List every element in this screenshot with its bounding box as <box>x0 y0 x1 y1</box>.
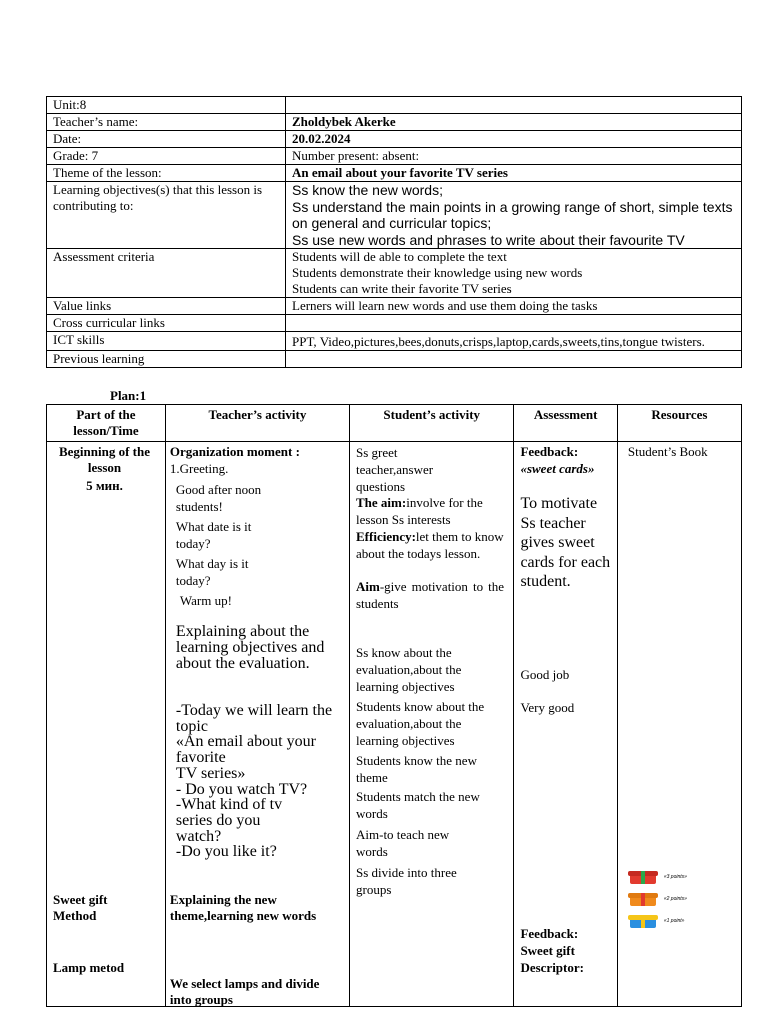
lesson-info-table <box>46 96 742 368</box>
info-label: Cross curricular links <box>47 315 286 332</box>
info-row-assessment <box>47 249 742 298</box>
assessment-cell <box>514 442 617 1007</box>
info-value: Number present: absent: <box>286 148 742 165</box>
part-sweet-gift: Sweet gift Method <box>53 892 108 923</box>
header-assessment: Assessment <box>514 405 617 442</box>
student-greet: Ss greet teacher,answer questions <box>356 445 434 494</box>
student-aim-teach: Aim-to teach new words <box>356 827 450 859</box>
info-value <box>286 97 742 114</box>
plan-header-row <box>47 405 742 442</box>
aim-label: The aim: <box>356 495 407 510</box>
efficiency-label: Efficiency: <box>356 529 416 544</box>
info-value: Lerners will learn new words and use them doing the tasks <box>286 298 742 315</box>
student-evaluation-1: Ss know about the evaluation,about the learning objectives <box>356 645 462 694</box>
org-moment: Organization moment : <box>169 444 300 459</box>
criteria-line: Students demonstrate their knowledge using new words <box>292 265 583 280</box>
student-cell <box>350 442 514 1007</box>
info-row-cross-curricular <box>47 315 742 332</box>
objectives-list <box>286 182 742 249</box>
criteria-line: Students can write their favorite TV series <box>292 281 512 296</box>
student-aim <box>356 494 504 528</box>
part-lamp: Lamp metod <box>53 960 125 975</box>
lesson-theme: An email about your favorite TV series <box>286 165 742 182</box>
aim-text: involve for the lesson Ss interests <box>356 495 483 527</box>
header-student: Student’s activity <box>350 405 514 442</box>
warm-up: Warm up! <box>179 593 232 608</box>
info-row-date <box>47 131 742 148</box>
aim2-label: Aim <box>356 579 380 594</box>
gift-box-red-icon <box>628 870 658 884</box>
header-resources: Resources <box>617 405 741 442</box>
gift-caption: «2 points» <box>663 896 687 902</box>
info-label: Value links <box>47 298 286 315</box>
objective-line: Ss understand the main points in a growing range of short, simple texts on general and curricular topics; <box>292 198 733 231</box>
sweet-cards: «sweet cards» <box>520 461 595 476</box>
question-date: What date is it today? <box>175 519 252 551</box>
select-lamps: We select lamps and divide into groups <box>169 976 320 1007</box>
criteria-line: Students will de able to complete the text <box>292 249 507 264</box>
teacher-cell <box>165 442 349 1007</box>
info-label: Grade: 7 <box>47 148 286 165</box>
info-row-objectives <box>47 182 742 249</box>
info-label: Theme of the lesson: <box>47 165 286 182</box>
objective-line: Ss use new words and phrases to write about their favourite TV <box>292 231 685 248</box>
question-day: What day is it today? <box>175 556 249 588</box>
feedback-label-2: Feedback: <box>520 926 579 941</box>
good-job: Good job <box>520 667 570 682</box>
today-topic: -Today we will learn the topic <box>175 702 333 735</box>
info-value <box>286 351 742 368</box>
part-time: 5 мин. <box>86 478 123 493</box>
efficiency-text: let them to know about the todays lesson. <box>356 529 504 561</box>
greeting: 1.Greeting. <box>169 461 229 476</box>
assessment-criteria-list <box>286 249 742 298</box>
question-watch-tv: - Do you watch TV? <box>175 781 308 798</box>
very-good: Very good <box>520 700 575 715</box>
info-value: PPT, Video,pictures,bees,donuts,crisps,laptop,cards,sweets,tins,tongue twisters. <box>286 332 742 351</box>
header-part: Part of the lesson/Time <box>47 405 166 442</box>
explain-objectives: Explaining about the learning objectives and about the evaluation. <box>175 623 325 672</box>
gift-row-1 <box>628 910 687 932</box>
gift-row-3 <box>628 866 687 888</box>
lesson-date: 20.02.2024 <box>286 131 742 148</box>
info-row-previous <box>47 351 742 368</box>
info-row-value-links <box>47 298 742 315</box>
topic-title: «An email about your favorite <box>175 733 316 766</box>
info-row-ict <box>47 332 742 351</box>
gift-box-orange-icon <box>628 892 658 906</box>
explain-new-theme: Explaining the new theme,learning new words <box>169 892 317 923</box>
part-cell <box>47 442 166 1007</box>
info-row-teacher <box>47 114 742 131</box>
gift-caption: «3 points» <box>663 874 687 880</box>
info-label: ICT skills <box>47 332 286 351</box>
info-row-unit <box>47 97 742 114</box>
student-match-words: Students match the new words <box>356 789 480 821</box>
student-aim2 <box>356 578 504 612</box>
gift-legend <box>628 866 687 932</box>
sweet-gift-label: Sweet gift <box>520 943 575 958</box>
question-afternoon: Good after noon students! <box>175 482 262 514</box>
student-divide-groups: Ss divide into three groups <box>356 865 457 897</box>
student-evaluation-2: Students know about the evaluation,about the learning objectives <box>356 699 485 748</box>
lesson-plan-table <box>46 404 742 1007</box>
part-beginning: Beginning of the lesson <box>58 444 150 475</box>
resources-cell <box>617 442 741 1007</box>
info-row-grade <box>47 148 742 165</box>
student-new-theme: Students know the new theme <box>356 753 477 785</box>
question-kind-tv: -What kind of tv series do you watch? <box>175 796 283 845</box>
student-efficiency <box>356 528 504 562</box>
question-like: -Do you like it? <box>175 843 277 860</box>
header-teacher: Teacher’s activity <box>165 405 349 442</box>
gift-box-blue-icon <box>628 914 658 928</box>
feedback-label: Feedback: <box>520 444 579 459</box>
info-label: Teacher’s name: <box>47 114 286 131</box>
plan-label: Plan:1 <box>110 388 147 403</box>
gift-row-2 <box>628 888 687 910</box>
info-label: Previous learning <box>47 351 286 368</box>
students-book: Student’s Book <box>627 444 708 459</box>
objective-line: Ss know the new words; <box>292 182 443 198</box>
teacher-name: Zholdybek Akerke <box>286 114 742 131</box>
info-label: Assessment criteria <box>47 249 286 298</box>
info-label: Learning objectives(s) that this lesson is contributing to: <box>47 182 286 249</box>
aim2-text: -give motivation to the students <box>356 579 504 611</box>
motivate-text: To motivate Ss teacher gives sweet cards for each student. <box>520 495 611 590</box>
descriptor-label: Descriptor: <box>520 960 584 975</box>
plan-body-row <box>47 442 742 1007</box>
gift-caption: «1 point» <box>663 918 685 924</box>
info-label: Date: <box>47 131 286 148</box>
topic-title-end: TV series» <box>175 765 246 782</box>
info-value <box>286 315 742 332</box>
info-row-theme <box>47 165 742 182</box>
info-label: Unit:8 <box>47 97 286 114</box>
